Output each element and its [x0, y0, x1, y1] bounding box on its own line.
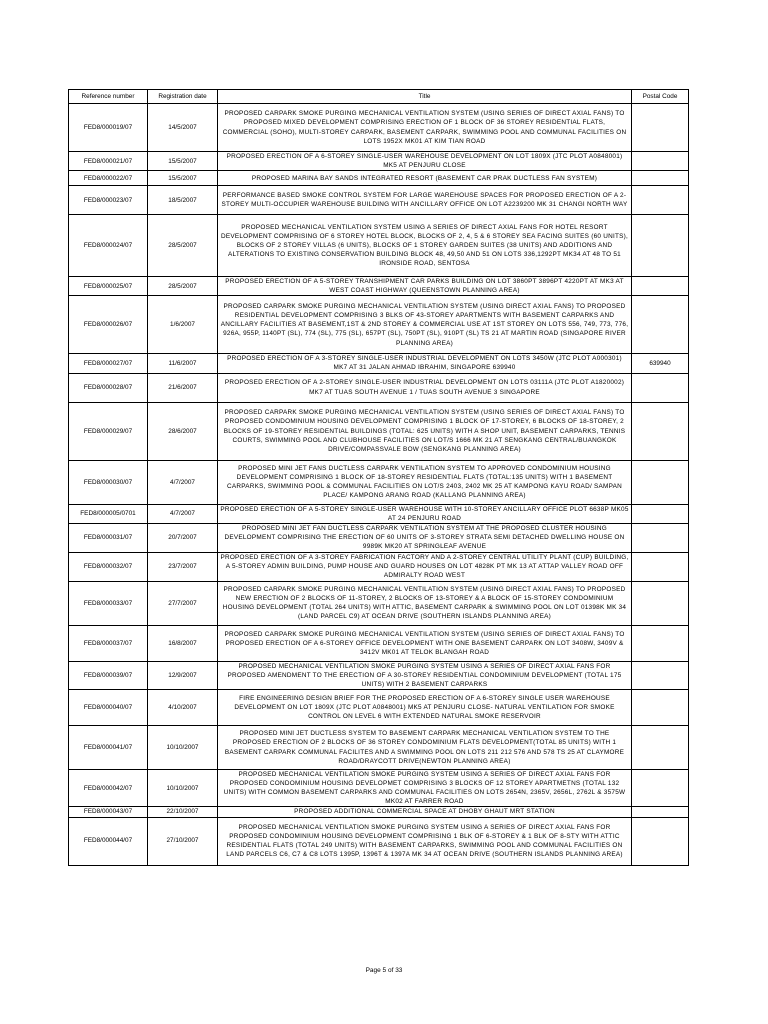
date-cell: 4/10/2007 — [148, 690, 218, 726]
postal-code-cell — [632, 460, 689, 504]
title-cell: PROPOSED ERECTION OF A 2-STOREY SINGLE-USER INDUSTRIAL DEVELOPMENT ON LOTS 03111A (JTC PLOT A1820002) MK7 AT TUAS SOUTH AVENUE 1 / TUAS SOUTH AVENUE 3 SINGAPORE — [218, 373, 632, 402]
reference-cell: FED8/000021/07 — [69, 152, 148, 171]
postal-code-cell — [632, 807, 689, 817]
date-cell: 1/6/2007 — [148, 296, 218, 354]
table-row — [69, 373, 689, 402]
header-title: Title — [218, 90, 632, 104]
table-row — [69, 152, 689, 171]
title-cell: PROPOSED CARPARK SMOKE PURGING MECHANICAL VENTILATION SYSTEM (USING DIRECT AXIAL FANS) TO PROPOSED RESIDENTIAL DEVELOPMENT COMPRISING 3 BLKS OF 43-STOREY APARTMENTS WITH BASEMENT CARPARKS AND ANCILLARY FACILITIES AT BASEMENT,1ST & 2ND STOREY & COMMERCIAL USE AT 1ST STOREY ON LOTS 556, 749, 773, 776, 926A, 955P, 1140PT (SL), 774 (SL), 775 (SL), 657PT (SL), 750PT (SL), 910PT (SL) TS 21 AT MARTIN ROAD (SINGAPORE RIVER PLANNING AREA) — [218, 296, 632, 354]
title-cell: PROPOSED CARPARK SMOKE PURGING MECHANICAL VENTILATION SYSTEM (USING SERIES OF DIRECT AXIAL FANS) TO PROPOSED ERECTION OF A 6-STOREY OFFICE DEVELOPMENT WITH ONE BASEMENT CARPARK ON LOT 3408W, 3409V & 3412V MK01 AT TELOK BLANGAH ROAD — [218, 625, 632, 661]
reference-cell: FED8/000005/0701 — [69, 504, 148, 523]
reference-cell: FED8/000040/07 — [69, 690, 148, 726]
table-row — [69, 402, 689, 460]
postal-code-cell — [632, 581, 689, 625]
table-row — [69, 817, 689, 865]
date-cell: 11/6/2007 — [148, 354, 218, 373]
postal-code-cell — [632, 215, 689, 277]
postal-code-cell — [632, 277, 689, 296]
title-cell: PROPOSED MINI JET DUCTLESS SYSTEM TO BASEMENT CARPARK MECHANICAL VENTILATION SYSTEM TO THE PROPOSED ERECTION OF 2 BLOCKS OF 36 STOREY CONDOMINIUM FLATS DEVELOPMENT(TOTAL 85 UNITS) WITH 1 BASEMENT CARPARK COMMUNAL FACILITES AND A SWIMMING POOL ON LOTS 211 212 576 AND 578 TS 25 AT CLAYMORE ROAD/DRAYCOTT DRIVE(NEWTON PLANNING AREA) — [218, 726, 632, 770]
date-cell: 14/5/2007 — [148, 104, 218, 152]
postal-code-cell — [632, 504, 689, 523]
reference-cell: FED8/000025/07 — [69, 277, 148, 296]
table-row — [69, 354, 689, 373]
postal-code-cell — [632, 296, 689, 354]
table-row — [69, 460, 689, 504]
reference-cell: FED8/000037/07 — [69, 625, 148, 661]
reference-cell: FED8/000028/07 — [69, 373, 148, 402]
table-row — [69, 726, 689, 770]
table-row — [69, 661, 689, 689]
table-row — [69, 625, 689, 661]
title-cell: PROPOSED CARPARK SMOKE PURGING MECHANICAL VENTILATION SYSTEM (USING SERIES OF DIRECT AXIAL FANS) TO PROPOSED CONDOMINIUM HOUSING DEVELOPMENT COMPRISING 1 BLOCK OF 17-STOREY, 6 BLOCKS OF 18-STOREY, 2 BLOCKS OF 19-STOREY RESIDENTIAL BUILDINGS (TOTAL: 625 UNITS) WITH A SHOP UNIT, BASEMENT CARPARKS, TENNIS COURTS, SWIMMING POOL AND CLUBHOUSE FACILITIES ON LOT/S 1666 MK 21 AT SENGKANG CENTRAL/BUANGKOK DRIVE/COMPASSVALE BOW (SENGKANG PLANNING AREA) — [218, 402, 632, 460]
date-cell: 4/7/2007 — [148, 460, 218, 504]
date-cell: 18/5/2007 — [148, 186, 218, 215]
title-cell: PROPOSED MECHANICAL VENTILATION SMOKE PURGING SYSTEM USING A SERIES OF DIRECT AXIAL FANS FOR PROPOSED AMENDMENT TO THE ERECTION OF A 30-STOREY RESIDENTIAL CONDOMINIUM DEVELOPMENT (TOTAL 175 UNITS) WITH 2 BASEMENT CARPARKS — [218, 661, 632, 689]
reference-cell: FED8/000024/07 — [69, 215, 148, 277]
postal-code-cell — [632, 402, 689, 460]
table-row — [69, 171, 689, 186]
page-number: Page 5 of 33 — [365, 967, 403, 974]
title-cell: PERFORMANCE BASED SMOKE CONTROL SYSTEM FOR LARGE WAREHOUSE SPACES FOR PROPOSED ERECTION OF A 2-STOREY MULTI-OCCUPIER WAREHOUSE BUILDING WITH ANCILLARY OFFICE ON LOT A2239200 MK 31 CHANGI NORTH WAY — [218, 186, 632, 215]
header-registration-date: Registration date — [148, 90, 218, 104]
reference-cell: FED8/000023/07 — [69, 186, 148, 215]
title-cell: PROPOSED MINI JET FAN DUCTLESS CARPARK VENTILATION SYSTEM AT THE PROPOSED CLUSTER HOUSING DEVELOPMENT COMPRISING THE ERECTION OF 60 UNITS OF 3-STOREY STRATA SEMI DETACHED DWELLING HOUSE ON 9989K MK20 AT SPRINGLEAF AVENUE — [218, 523, 632, 552]
reference-cell: FED8/000026/07 — [69, 296, 148, 354]
table-row — [69, 104, 689, 152]
reference-cell: FED8/000032/07 — [69, 552, 148, 581]
date-cell: 28/6/2007 — [148, 402, 218, 460]
reference-cell: FED8/000027/07 — [69, 354, 148, 373]
postal-code-cell — [632, 152, 689, 171]
table-row — [69, 552, 689, 581]
reference-cell: FED8/000043/07 — [69, 807, 148, 817]
date-cell: 10/10/2007 — [148, 726, 218, 770]
date-cell: 22/10/2007 — [148, 807, 218, 817]
title-cell: PROPOSED ERECTION OF A 6-STOREY SINGLE-USER WAREHOUSE DEVELOPMENT ON LOT 1809X (JTC PLOT A0848001) MK5 AT PENJURU CLOSE — [218, 152, 632, 171]
date-cell: 4/7/2007 — [148, 504, 218, 523]
date-cell: 15/5/2007 — [148, 171, 218, 186]
postal-code-cell — [632, 690, 689, 726]
registration-table — [68, 89, 689, 866]
header-postal-code: Postal Code — [632, 90, 689, 104]
date-cell: 15/5/2007 — [148, 152, 218, 171]
postal-code-cell: 639940 — [632, 354, 689, 373]
reference-cell: FED8/000041/07 — [69, 726, 148, 770]
table-row — [69, 523, 689, 552]
title-cell: PROPOSED MECHANICAL VENTILATION SYSTEM USING A SERIES OF DIRECT AXIAL FANS FOR HOTEL RESORT DEVELOPMENT COMPRISING OF 6 STOREY HOTEL BLOCK, BLOCKS OF 2, 4, 5 & 6 STOREY SEA FACING SUITES (60 UNITS), BLOCKS OF 2 STOREY VILLAS (6 UNITS), BLOCKS OF 1 STOREY GARDEN SUITES (38 UNITS) AND ADDITIONS AND ALTERATIONS TO EXISTING CONSERVATION BUILDING BLOCK 48, 49,50 AND 51 ON LOTS 336,1292PT MK34 AT 48 TO 51 IRONSIDE ROAD, SENTOSA — [218, 215, 632, 277]
table-row — [69, 277, 689, 296]
date-cell: 20/7/2007 — [148, 523, 218, 552]
date-cell: 27/10/2007 — [148, 817, 218, 865]
postal-code-cell — [632, 171, 689, 186]
table-row — [69, 215, 689, 277]
title-cell: PROPOSED ERECTION OF A 3-STOREY FABRICATION FACTORY AND A 2-STOREY CENTRAL UTILITY PLANT (CUP) BUILDING, A 5-STOREY ADMIN BUILDING, PUMP HOUSE AND GUARD HOUSES ON LOT 4828K PT MK 13 AT ATTAP VALLEY ROAD OFF ADMIRALTY ROAD WEST — [218, 552, 632, 581]
reference-cell: FED8/000033/07 — [69, 581, 148, 625]
title-cell: PROPOSED MARINA BAY SANDS INTEGRATED RESORT (BASEMENT CAR PRAK DUCTLESS FAN SYSTEM) — [218, 171, 632, 186]
date-cell: 10/10/2007 — [148, 770, 218, 807]
reference-cell: FED8/000022/07 — [69, 171, 148, 186]
date-cell: 12/9/2007 — [148, 661, 218, 689]
title-cell: PROPOSED MECHANICAL VENTILATION SMOKE PURGING SYSTEM USING A SERIES OF DIRECT AXIAL FANS FOR PROPOSED CONDOMINIUM HOUSING DEVELOPMET COMPRISING 3 BLOCKS OF 12 STOREY APARTMETNS (TOTAL 132 UNITS) WITH COMMON BASEMENT CARPARKS AND COMMUNAL FACILITIES ON LOTS 2654N, 2365V, 2656L, 2762L & 3575W MK02 AT FARRER ROAD — [218, 770, 632, 807]
postal-code-cell — [632, 770, 689, 807]
postal-code-cell — [632, 373, 689, 402]
reference-cell: FED8/000044/07 — [69, 817, 148, 865]
title-cell: PROPOSED CARPARK SMOKE PURGING MECHANICAL VENTILATION SYSTEM (USING DIRECT AXIAL FANS) TO PROPOSED NEW ERECTION OF 2 BLOCKS OF 11-STOREY, 2 BLOCKS OF 13-STOREY & A BLOCK OF 15-STOREY CONDOMINIUM HOUSING DEVELOPMENT (TOTAL 264 UNITS) WITH ATTIC, BASEMENT CARPARK & SWIMMING POOL ON LOT 01398K MK 34 (LAND PARCEL C9) AT OCEAN DRIVE (SOUTHERN ISLANDS PLANNING AREA) — [218, 581, 632, 625]
table-row — [69, 296, 689, 354]
postal-code-cell — [632, 104, 689, 152]
date-cell: 21/6/2007 — [148, 373, 218, 402]
date-cell: 27/7/2007 — [148, 581, 218, 625]
postal-code-cell — [632, 625, 689, 661]
title-cell: PROPOSED MINI JET FANS DUCTLESS CARPARK VENTILATION SYSTEM TO APPROVED CONDOMINIUM HOUSING DEVELOPMENT COMPRISING 1 BLOCK OF 18-STOREY RESIDENTIAL FLATS (TOTAL:135 UNITS) WITH 1 BASEMENT CARPARKS, SWIMMING POOL & COMMUNAL FACILITIES ON LOT/S 2403, 2402 MK 25 AT KAMPONG KAYU ROAD/ SAMPAN PLACE/ KAMPONG ARANG ROAD (KALLANG PLANNING AREA) — [218, 460, 632, 504]
table-row — [69, 581, 689, 625]
title-cell: PROPOSED ERECTION OF A 5-STOREY TRANSHIPMENT CAR PARKS BUILDING ON LOT 3860PT 3896PT 4220PT AT MK3 AT WEST COAST HIGHWAY (QUEENSTOWN PLANNING AREA) — [218, 277, 632, 296]
title-cell: PROPOSED CARPARK SMOKE PURGING MECHANICAL VENTILATION SYSTEM (USING SERIES OF DIRECT AXIAL FANS) TO PROPOSED MIXED DEVELOPMENT COMPRISING ERECTION OF 1 BLOCK OF 36 STOREY RESIDENTIAL FLATS, COMMERCIAL (SOHO), MULTI-STOREY CARPARK, BASEMENT CARPARK, SWIMMING POOL AND COMMUNAL FACILITIES ON LOTS 1952X MK01 AT KIM TIAN ROAD — [218, 104, 632, 152]
date-cell: 23/7/2007 — [148, 552, 218, 581]
reference-cell: FED8/000030/07 — [69, 460, 148, 504]
title-cell: PROPOSED MECHANICAL VENTILATION SMOKE PURGING SYSTEM USING A SERIES OF DIRECT AXIAL FANS FOR PROPOSED CONDOMINIUM HOUSING DEVELOPMENT COMPRISING 1 BLK OF 6-STOREY & 1 BLK OF 8-STY WITH ATTIC RESIDENTIAL FLATS (TOTAL 249 UNITS) WITH BASEMENT CARPARKS, SWIMMING POOL AND COMMUNAL FACILITIES ON LAND PARCELS C6, C7 & C8 LOTS 1395P, 1396T & 1397A MK 34 AT OCEAN DRIVE (SOUTHERN ISLANDS PLANNING AREA) — [218, 817, 632, 865]
title-cell: PROPOSED ERECTION OF A 5-STOREY SINGLE-USER WAREHOUSE WITH 10-STOREY ANCILLARY OFFICE PLOT 6638P MK05 AT 24 PENJURU ROAD — [218, 504, 632, 523]
header-row — [69, 90, 689, 104]
date-cell: 16/8/2007 — [148, 625, 218, 661]
reference-cell: FED8/000029/07 — [69, 402, 148, 460]
table-row — [69, 770, 689, 807]
reference-cell: FED8/000042/07 — [69, 770, 148, 807]
date-cell: 28/5/2007 — [148, 215, 218, 277]
reference-cell: FED8/000039/07 — [69, 661, 148, 689]
date-cell: 28/5/2007 — [148, 277, 218, 296]
postal-code-cell — [632, 661, 689, 689]
postal-code-cell — [632, 817, 689, 865]
reference-cell: FED8/000031/07 — [69, 523, 148, 552]
table-row — [69, 807, 689, 817]
title-cell: PROPOSED ERECTION OF A 3-STOREY SINGLE-USER INDUSTRIAL DEVELOPMENT ON LOTS 3450W (JTC PLOT A000301) MK7 AT 31 JALAN AHMAD IBRAHIM, SINGAPORE 639940 — [218, 354, 632, 373]
table-row — [69, 504, 689, 523]
table-row — [69, 186, 689, 215]
title-cell: PROPOSED ADDITIONAL COMMERCIAL SPACE AT DHOBY GHAUT MRT STATION — [218, 807, 632, 817]
title-cell: FIRE ENGINEERING DESIGN BRIEF FOR THE PROPOSED ERECTION OF A 6-STOREY SINGLE USER WAREHOUSE DEVELOPMENT ON LOT 1809X (JTC PLOT A0848001) MK5 AT PENJURU CLOSE- NATURAL VENTILATION FOR SMOKE CONTROL ON LEVEL 6 WITH EXTENDED NATURAL SMOKE RESERVOIR — [218, 690, 632, 726]
reference-cell: FED8/000019/07 — [69, 104, 148, 152]
postal-code-cell — [632, 186, 689, 215]
postal-code-cell — [632, 552, 689, 581]
header-reference-number: Reference number — [69, 90, 148, 104]
postal-code-cell — [632, 523, 689, 552]
postal-code-cell — [632, 726, 689, 770]
table-row — [69, 690, 689, 726]
